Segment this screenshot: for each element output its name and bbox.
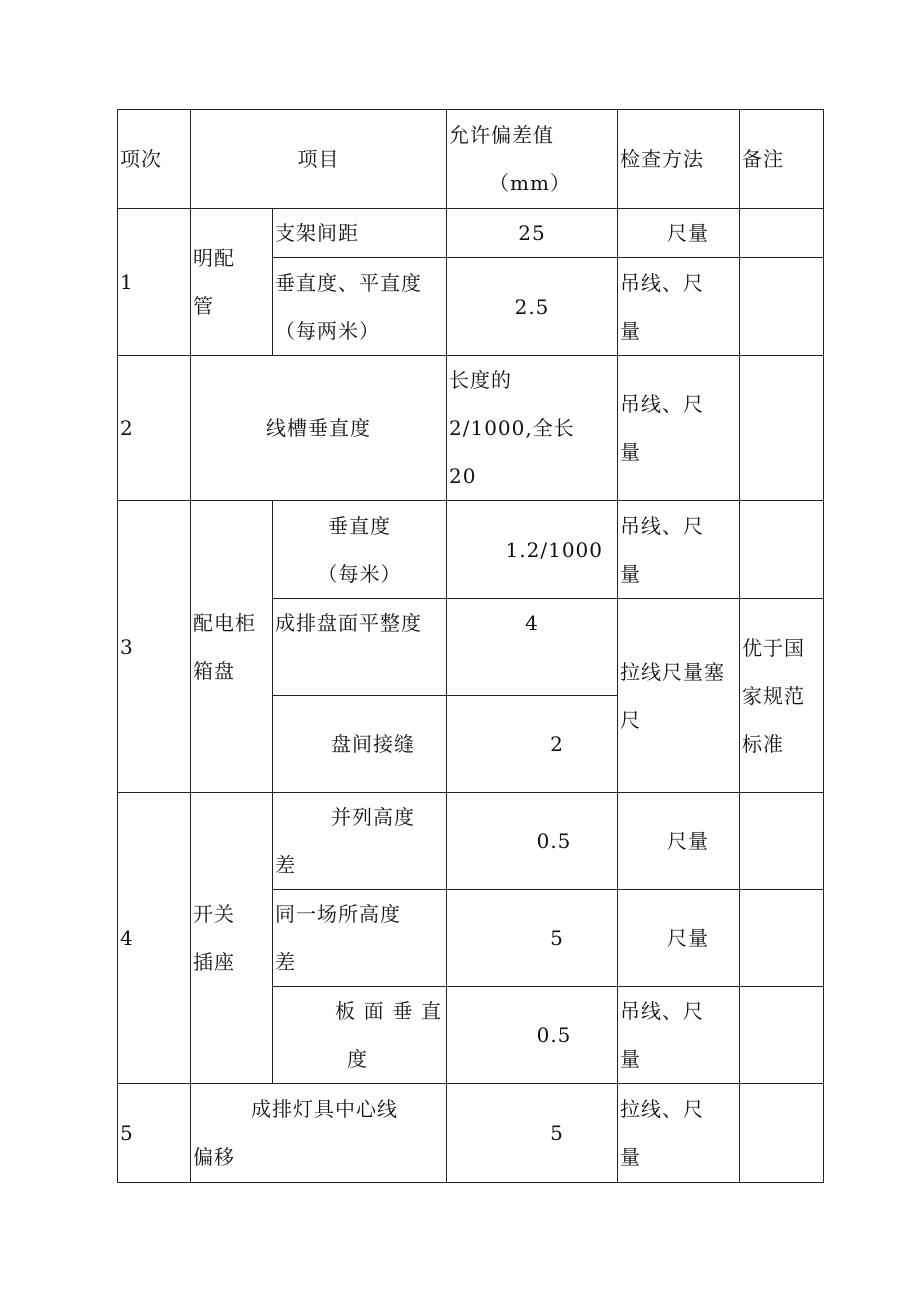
row3-note — [740, 599, 824, 793]
row4-group-line2: 插座 — [193, 950, 235, 974]
row1-index: 1 — [118, 209, 191, 356]
row3-sub3-value: 2 — [447, 696, 618, 793]
row4-sub3-method — [618, 987, 740, 1084]
row1-group — [191, 209, 273, 356]
row2-note — [740, 356, 824, 501]
row4-sub3-item — [273, 987, 447, 1084]
table-row — [118, 1084, 824, 1183]
row3-sub1-method — [618, 501, 740, 599]
row1-sub1-note — [740, 209, 824, 258]
row4-sub3-item-line2: 度 — [347, 1047, 368, 1071]
row1-group-line2: 管 — [193, 294, 214, 318]
row4-sub2-value: 5 — [447, 890, 618, 987]
row3-group-line2: 箱盘 — [193, 658, 235, 683]
header-note: 备注 — [740, 110, 824, 209]
row2-value-line1: 长度的 — [449, 368, 512, 392]
header-row — [118, 110, 824, 209]
row1-sub2-note — [740, 258, 824, 356]
row3-sub3-item: 盘间接缝 — [273, 696, 447, 793]
row4-sub1-item — [273, 793, 447, 890]
tolerance-table — [117, 109, 824, 1183]
row5-item-line1: 成排灯具中心线 — [251, 1097, 398, 1121]
table-row — [118, 209, 824, 258]
row2-method — [618, 356, 740, 501]
header-item: 项目 — [191, 110, 447, 209]
header-deviation-line1: 允许偏差值 — [449, 123, 554, 147]
row3-group — [191, 501, 273, 793]
row2-method-line1: 吊线、尺 — [620, 392, 704, 416]
row4-sub1-note — [740, 793, 824, 890]
row3-group-line1: 配电柜 — [193, 610, 256, 635]
row4-group — [191, 793, 273, 1084]
row3-method-line1: 拉线尺量塞 — [620, 659, 725, 684]
row5-value: 5 — [447, 1084, 618, 1183]
table-row — [118, 501, 824, 599]
row4-sub2-item-line1: 同一场所高度 — [275, 902, 401, 926]
row1-sub2-item-line1: 垂直度、平直度 — [275, 270, 422, 295]
header-deviation — [447, 110, 618, 209]
row3-sub1-item — [273, 501, 447, 599]
row2-value-line3: 20 — [449, 464, 477, 488]
row3-sub1-note — [740, 501, 824, 599]
row3-method-merged — [618, 599, 740, 793]
row4-sub1-value: 0.5 — [447, 793, 618, 890]
row4-sub1-item-line2: 差 — [275, 853, 296, 877]
header-index: 项次 — [118, 110, 191, 209]
row1-sub1-value: 25 — [447, 209, 618, 258]
row1-group-line1: 明配 — [193, 246, 235, 270]
row3-sub1-item-line1: 垂直度 — [328, 513, 391, 538]
row1-sub2-item — [273, 258, 447, 356]
row1-sub2-method-line1: 吊线、尺 — [620, 270, 704, 295]
row4-sub3-note — [740, 987, 824, 1084]
row3-sub2-value: 4 — [447, 599, 618, 696]
row3-method-line2: 尺 — [620, 707, 641, 732]
table-row — [118, 356, 824, 501]
row4-sub1-method: 尺量 — [618, 793, 740, 890]
header-method: 检查方法 — [618, 110, 740, 209]
row4-sub3-method-line2: 量 — [620, 1047, 641, 1071]
row5-index: 5 — [118, 1084, 191, 1183]
row3-note-line1: 优于国 — [742, 635, 805, 660]
row5-method — [618, 1084, 740, 1183]
row1-sub2-item-line2: （每两米） — [275, 318, 380, 343]
row2-method-line2: 量 — [620, 440, 641, 464]
row3-sub1-value: 1.2/1000 — [447, 501, 618, 599]
row4-sub2-item — [273, 890, 447, 987]
row4-group-line1: 开关 — [193, 902, 235, 926]
row5-method-line2: 量 — [620, 1145, 641, 1169]
row3-sub2-item: 成排盘面平整度 — [273, 599, 447, 696]
table-row — [118, 793, 824, 890]
row5-note — [740, 1084, 824, 1183]
row1-sub1-item: 支架间距 — [273, 209, 447, 258]
row4-sub2-item-line2: 差 — [275, 950, 296, 974]
row3-sub1-method-line1: 吊线、尺 — [620, 513, 704, 538]
row3-index: 3 — [118, 501, 191, 793]
row3-sub1-method-line2: 量 — [620, 561, 641, 586]
row4-index: 4 — [118, 793, 191, 1084]
row4-sub3-method-line1: 吊线、尺 — [620, 999, 704, 1023]
row1-sub2-method-line2: 量 — [620, 318, 641, 343]
row1-sub2-method — [618, 258, 740, 356]
row2-value-line2: 2/1000,全长 — [449, 416, 575, 440]
row4-sub2-note — [740, 890, 824, 987]
row4-sub3-value: 0.5 — [447, 987, 618, 1084]
row1-sub2-value: 2.5 — [447, 258, 618, 356]
row2-index: 2 — [118, 356, 191, 501]
row2-value — [447, 356, 618, 501]
row4-sub2-method: 尺量 — [618, 890, 740, 987]
row5-item-line2: 偏移 — [193, 1145, 235, 1169]
row3-note-line3: 标准 — [742, 731, 784, 756]
row1-sub1-method: 尺量 — [618, 209, 740, 258]
row2-item: 线槽垂直度 — [191, 356, 447, 501]
row4-sub3-item-line1: 板面垂直 — [335, 999, 442, 1023]
row5-item — [191, 1084, 447, 1183]
row3-sub1-item-line2: （每米） — [317, 561, 402, 586]
row4-sub1-item-line1: 并列高度 — [331, 805, 415, 829]
header-deviation-line2: （mm） — [489, 171, 571, 195]
row3-note-line2: 家规范 — [742, 683, 805, 708]
row5-method-line1: 拉线、尺 — [620, 1097, 704, 1121]
